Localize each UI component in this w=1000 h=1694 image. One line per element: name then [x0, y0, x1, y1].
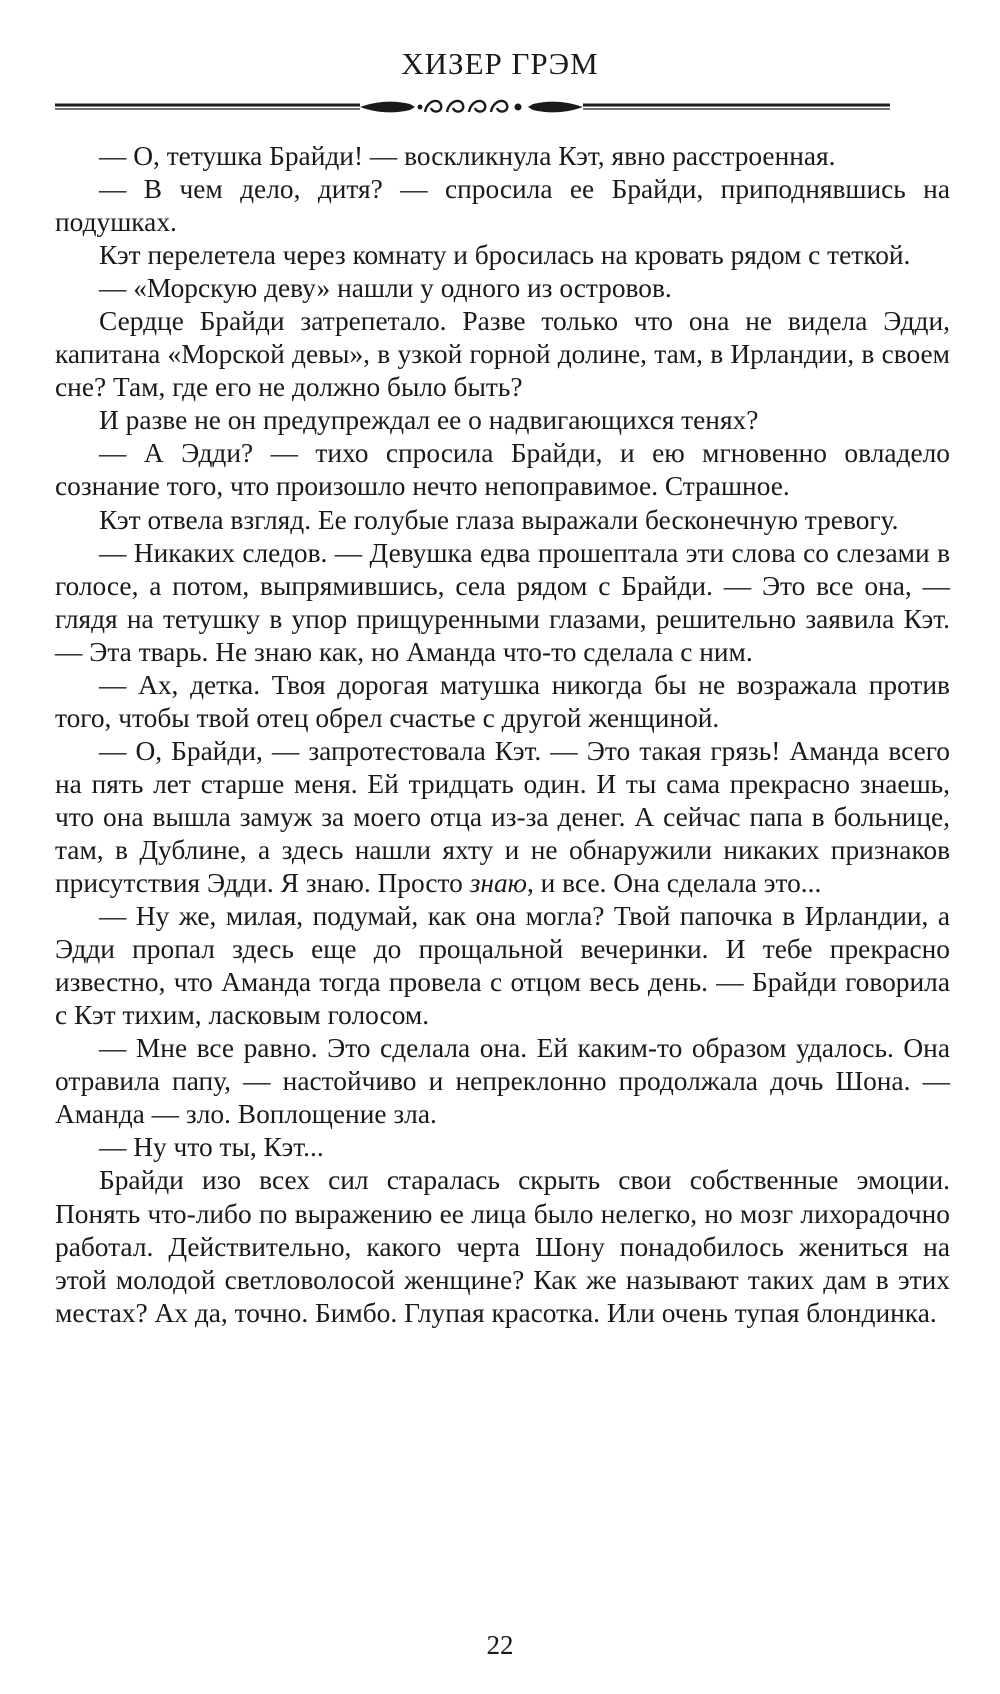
paragraph: Кэт отвела взгляд. Ее голубые глаза выражали бесконечную тревогу.: [99, 504, 899, 535]
page-number: 22: [486, 1630, 514, 1660]
ornament-rule-icon: [55, 92, 950, 122]
paragraph: — Ну же, милая, подумай, как она могла? Твой папочка в Ирландии, а Эдди пропал здесь еще до прощальной вечеринки. И тебе прекрасно известно, что Аманда тогда провела с отцом весь день. — Брайди говорила с Кэт тихим, ласковым голосом.: [55, 901, 950, 1031]
paragraph-lead: — О, Брайди, — запротестовала Кэт. — Это такая грязь! Аманда всего на пять лет старше меня. Ей тридцать один. И ты сама прекрасно знаешь, что она вышла замуж за моего отца из-за денег. А сейчас папа в больнице, там, в Дублине, а здесь нашли яхту и не обнаружили никаких признаков присутствия Эдди. Я знаю. Просто: [55, 735, 950, 899]
paragraph: Кэт перелетела через комнату и бросилась на кровать рядом с теткой.: [99, 240, 911, 271]
paragraph: — Ну что ты, Кэт...: [99, 1132, 324, 1163]
paragraph: — Никаких следов. — Девушка едва прошептала эти слова со слезами в голосе, а потом, выпрямившись, села рядом с Брайди. — Это все она, — глядя на тетушку в упор прищуренными глазами, решительно заявила Кэт. — Эта тварь. Не знаю как, но Аманда что-то сделала с ним.: [55, 537, 950, 667]
paragraph: И разве не он предупреждал ее о надвигающихся тенях?: [99, 405, 759, 436]
paragraph-tail: , и все. Она сделала это...: [526, 868, 822, 899]
paragraph: — А Эдди? — тихо спросила Брайди, и ею мгновенно овладело сознание того, что произошло нечто непоправимое. Страшное.: [55, 438, 950, 502]
emphasized-word: знаю: [469, 868, 527, 899]
main-text-block: [55, 140, 950, 1330]
header-ornament-divider: [55, 92, 950, 122]
paragraph: — О, тетушка Брайди! — воскликнула Кэт, явно расстроенная.: [99, 141, 836, 171]
paragraph: — «Морскую деву» нашли у одного из островов.: [99, 273, 672, 304]
paragraph: Сердце Брайди затрепетало. Разве только что она не видела Эдди, капитана «Морской девы», в узкой горной долине, там, в Ирландии, в своем сне? Там, где его не должно было быть?: [55, 306, 950, 403]
paragraph: — Мне все равно. Это сделала она. Ей каким-то образом удалось. Она отравила папу, — настойчиво и непреклонно продолжала дочь Шона. — Аманда — зло. Воплощение зла.: [55, 1033, 950, 1130]
paragraph: Брайди изо всех сил старалась скрыть свои собственные эмоции. Понять что-либо по выражению ее лица было нелегко, но мозг лихорадочно работал. Действительно, какого черта Шону понадобилось жениться на этой молодой светловолосой женщине? Как же называют таких дам в этих местах? Ах да, точно. Бимбо. Глупая красотка. Или очень тупая блондинка.: [55, 1165, 950, 1328]
paragraph-with-emphasis: [55, 735, 950, 900]
paragraph: — В чем дело, дитя? — спросила ее Брайди, приподнявшись на подушках.: [55, 174, 950, 238]
running-head-title: ХИЗЕР ГРЭМ: [401, 46, 599, 81]
paragraph: — Ах, детка. Твоя дорогая матушка никогда бы не возражала против того, чтобы твой отец обрел счастье с другой женщиной.: [55, 669, 950, 733]
